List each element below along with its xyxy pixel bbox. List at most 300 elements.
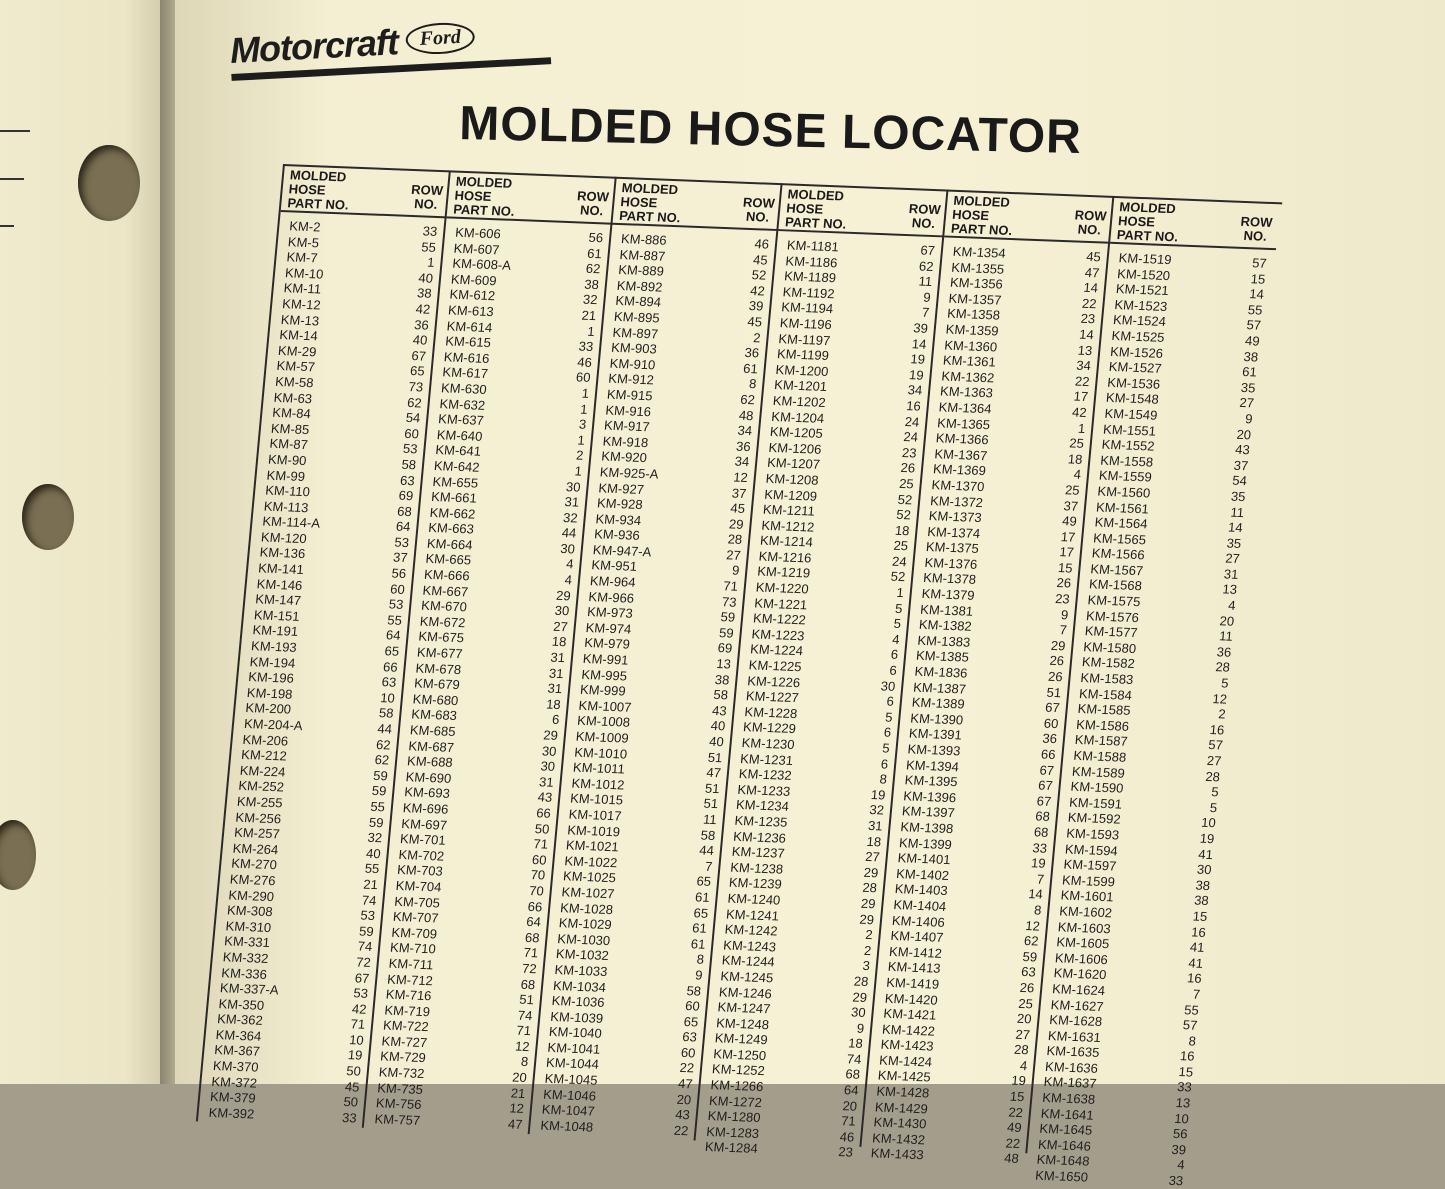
- row-number: 60: [531, 851, 548, 868]
- row-number: 31: [867, 817, 884, 834]
- part-number: KM-1401: [897, 850, 952, 868]
- row-number: 56: [588, 229, 604, 246]
- row-number: 15: [1192, 908, 1208, 924]
- part-number: KM-991: [582, 650, 630, 668]
- part-number: KM-999: [579, 682, 627, 699]
- part-number: KM-1015: [569, 790, 624, 808]
- part-number: KM-934: [595, 510, 642, 528]
- row-number: 66: [535, 805, 552, 821]
- row-number: 52: [751, 267, 767, 283]
- part-number: KM-1561: [1095, 498, 1150, 516]
- part-no-header: [287, 168, 352, 212]
- part-number: KM-1395: [904, 772, 959, 790]
- part-number: KM-1205: [769, 424, 824, 442]
- row-number: 52: [897, 491, 913, 507]
- part-number: KM-1576: [1085, 607, 1140, 625]
- row-number: 17: [1072, 388, 1089, 405]
- row-number: 55: [1183, 1001, 1200, 1018]
- row-number: 59: [368, 814, 385, 830]
- row-number: 10: [1200, 815, 1217, 831]
- row-number: 61: [742, 360, 759, 377]
- row-number: 31: [538, 774, 555, 790]
- part-number: KM-1396: [902, 788, 957, 806]
- row-number: 71: [515, 1022, 532, 1039]
- part-number: KM-1367: [933, 445, 988, 463]
- row-number: 20: [511, 1069, 528, 1086]
- part-number: KM-665: [424, 551, 472, 568]
- part-number: KM-927: [597, 479, 645, 497]
- row-number: 58: [400, 456, 417, 473]
- row-number: 10: [1173, 1110, 1190, 1127]
- row-number: 62: [375, 736, 392, 753]
- row-number: 8: [748, 376, 757, 392]
- part-number: KM-1549: [1103, 405, 1159, 423]
- column-header: [612, 177, 782, 231]
- row-number: 8: [1033, 902, 1043, 918]
- part-number: KM-14: [278, 327, 319, 344]
- part-number: KM-701: [399, 831, 447, 848]
- part-number: KM-662: [429, 504, 476, 522]
- part-number: KM-1222: [752, 610, 807, 628]
- part-number: KM-1359: [945, 321, 1000, 339]
- part-number: KM-1189: [783, 268, 837, 286]
- part-number: KM-964: [589, 573, 637, 590]
- row-number: 39: [748, 298, 765, 314]
- row-number: 17: [1060, 528, 1077, 545]
- row-number: 60: [575, 369, 592, 386]
- row-number: 21: [580, 307, 597, 324]
- part-number: KM-58: [274, 373, 315, 391]
- header-text: PART NO.: [784, 214, 847, 232]
- part-number: KM-889: [617, 262, 665, 279]
- row-number: 34: [736, 422, 753, 439]
- row-number: 22: [673, 1122, 690, 1139]
- row-number: 5: [1210, 784, 1220, 800]
- part-number: KM-1523: [1113, 296, 1168, 314]
- part-number: KM-1204: [770, 408, 825, 426]
- part-number: KM-1588: [1072, 747, 1127, 765]
- part-number: KM-722: [382, 1017, 430, 1035]
- part-number: KM-1580: [1082, 638, 1137, 656]
- part-number: KM-1373: [928, 508, 983, 526]
- row-number: 41: [1197, 846, 1214, 862]
- row-number: 23: [1054, 591, 1071, 607]
- row-number: 68: [1034, 808, 1051, 825]
- row-number: 6: [551, 712, 560, 728]
- row-number: 57: [1207, 737, 1224, 753]
- row-number: 29: [542, 727, 559, 743]
- row-number: 34: [1075, 357, 1092, 374]
- row-number: 7: [704, 858, 714, 874]
- row-number: 43: [537, 789, 553, 806]
- part-number: KM-1429: [874, 1099, 929, 1117]
- header-text: NO.: [911, 215, 936, 232]
- part-number: KM-1209: [763, 486, 818, 504]
- part-number: KM-1620: [1053, 965, 1108, 983]
- part-number: KM-1641: [1040, 1105, 1095, 1123]
- row-number: 61: [694, 889, 711, 905]
- part-number: KM-1194: [780, 299, 834, 317]
- part-number: KM-683: [410, 706, 458, 724]
- row-number: 44: [561, 525, 577, 541]
- part-number: KM-1208: [765, 470, 820, 488]
- row-number: 16: [905, 398, 922, 414]
- header-text: NO.: [745, 208, 770, 225]
- row-number: 27: [1206, 752, 1223, 769]
- row-number: 37: [731, 484, 748, 501]
- row-number: 3: [578, 416, 587, 432]
- row-number: 54: [1231, 473, 1248, 489]
- row-number: 4: [1019, 1057, 1028, 1074]
- row-number: 1: [581, 385, 590, 401]
- header-text: NO.: [1077, 221, 1102, 238]
- part-number: KM-1246: [718, 983, 773, 1001]
- row-number: 74: [846, 1051, 863, 1067]
- part-number: KM-1366: [935, 430, 990, 448]
- header-text: NO.: [1243, 227, 1268, 244]
- part-number: KM-212: [240, 747, 288, 764]
- part-number: KM-640: [436, 426, 484, 444]
- row-number: 22: [1005, 1135, 1021, 1151]
- row-number: 36: [1041, 731, 1058, 747]
- part-number: KM-1027: [561, 884, 616, 902]
- row-number: 28: [861, 880, 878, 896]
- row-number: 64: [395, 518, 412, 535]
- part-number: KM-1527: [1108, 359, 1163, 377]
- part-number: KM-1376: [923, 554, 979, 572]
- part-number: KM-1237: [731, 843, 786, 861]
- part-number: KM-892: [616, 277, 664, 295]
- row-number: 30: [1196, 861, 1213, 878]
- row-number: 68: [520, 976, 536, 992]
- row-number: 65: [409, 363, 426, 379]
- part-number: KM-255: [236, 793, 284, 811]
- row-number: 24: [904, 413, 921, 430]
- part-number: KM-276: [229, 871, 277, 889]
- row-number: 63: [399, 472, 416, 488]
- row-number: 67: [919, 242, 936, 259]
- row-number: 1: [895, 584, 905, 601]
- row-number: 22: [1081, 295, 1098, 312]
- part-number: KM-1406: [891, 912, 946, 930]
- part-number: KM-1019: [566, 821, 621, 839]
- part-number: KM-1383: [916, 632, 971, 650]
- part-number: KM-616: [443, 349, 491, 366]
- part-number: KM-1249: [714, 1030, 769, 1048]
- row-number: 14: [1078, 326, 1095, 343]
- row-number: 39: [1170, 1141, 1187, 1158]
- part-number: KM-995: [580, 666, 628, 684]
- row-number: 4: [1073, 466, 1082, 483]
- row-number: 43: [1234, 441, 1251, 458]
- row-number: 29: [728, 516, 745, 532]
- row-number: 29: [555, 587, 572, 603]
- part-number: KM-1022: [563, 853, 618, 871]
- row-number: 1: [1077, 420, 1086, 436]
- part-number: KM-147: [254, 591, 302, 609]
- row-number: 37: [392, 550, 409, 566]
- row-number: 61: [690, 935, 707, 952]
- row-number: 28: [853, 973, 870, 989]
- part-number: KM-1220: [755, 579, 810, 597]
- part-number: KM-310: [225, 918, 272, 935]
- part-number: KM-1568: [1088, 576, 1143, 594]
- part-number: KM-670: [420, 597, 468, 615]
- row-number: 47: [1084, 264, 1101, 280]
- part-number: KM-642: [433, 457, 481, 475]
- header-text: ROW: [908, 201, 942, 218]
- row-number: 46: [753, 236, 770, 252]
- header-text: NO.: [413, 196, 439, 212]
- row-number: 24: [891, 553, 908, 570]
- part-number: KM-1363: [939, 383, 994, 401]
- header-text: MOLDED: [455, 173, 513, 191]
- row-number: 20: [1016, 1010, 1033, 1027]
- row-no-header: [1239, 215, 1273, 244]
- part-number: KM-1637: [1043, 1074, 1098, 1092]
- row-number: 27: [1238, 395, 1255, 411]
- part-number: KM-1605: [1055, 934, 1110, 952]
- row-number: 13: [1077, 342, 1094, 358]
- locator-table: [196, 164, 1282, 1189]
- row-number: 44: [698, 842, 715, 859]
- part-number: KM-1379: [921, 585, 976, 603]
- part-number: KM-1584: [1078, 685, 1133, 703]
- row-number: 45: [752, 251, 769, 268]
- part-number: KM-362: [216, 1011, 264, 1029]
- part-number: KM-910: [609, 355, 657, 373]
- row-number: 23: [1080, 311, 1096, 327]
- part-number: KM-895: [613, 308, 661, 326]
- part-number: KM-1372: [929, 492, 984, 510]
- row-number: 47: [677, 1075, 694, 1092]
- row-number: 42: [415, 301, 431, 317]
- row-number: 14: [911, 335, 928, 352]
- row-number: 35: [1230, 488, 1247, 505]
- row-number: 49: [1061, 513, 1078, 529]
- row-number: 2: [752, 329, 762, 346]
- row-number: 9: [856, 1020, 865, 1036]
- header-text: NO.: [579, 202, 604, 219]
- row-number: 18: [1067, 451, 1084, 467]
- row-number: 7: [1036, 871, 1045, 887]
- part-number: KM-1365: [936, 414, 991, 432]
- row-number: 50: [345, 1063, 362, 1079]
- part-number: KM-1192: [782, 284, 836, 302]
- row-number: 13: [1175, 1095, 1191, 1111]
- row-number: 18: [551, 634, 568, 650]
- part-number: KM-915: [606, 386, 654, 404]
- part-number: KM-1526: [1109, 343, 1164, 361]
- part-number: KM-680: [412, 691, 460, 708]
- part-number: KM-1211: [762, 501, 816, 519]
- part-number: KM-661: [430, 489, 478, 506]
- row-number: 5: [884, 709, 894, 725]
- part-number: KM-1628: [1048, 1012, 1103, 1030]
- part-number: KM-1230: [741, 735, 796, 753]
- row-number: 53: [393, 534, 410, 550]
- row-number: 38: [1243, 348, 1259, 365]
- part-number: KM-966: [587, 588, 635, 606]
- part-number: KM-1040: [548, 1024, 603, 1042]
- row-number: 55: [364, 861, 380, 877]
- row-number: 27: [864, 849, 881, 865]
- row-number: 4: [565, 556, 575, 572]
- row-number: 34: [907, 382, 923, 399]
- part-number: KM-1586: [1075, 716, 1130, 734]
- part-number: KM-1646: [1037, 1136, 1092, 1154]
- row-number: 9: [1060, 606, 1069, 623]
- part-number: KM-1594: [1064, 841, 1119, 859]
- header-text: PART NO.: [950, 220, 1013, 239]
- part-number: KM-609: [450, 271, 498, 289]
- row-number: 28: [1214, 659, 1231, 676]
- row-number: 67: [410, 347, 427, 364]
- row-number: 53: [388, 596, 405, 613]
- part-number: KM-1583: [1079, 670, 1134, 688]
- left-page-rule: [0, 225, 14, 227]
- row-number: 2: [864, 927, 874, 943]
- part-number: KM-637: [437, 411, 485, 429]
- header-text: MOLDED: [952, 192, 1011, 210]
- part-number: KM-696: [402, 800, 450, 817]
- row-number: 4: [1176, 1157, 1186, 1173]
- part-number: KM-678: [414, 660, 462, 677]
- row-number: 25: [1064, 482, 1081, 498]
- row-number: 51: [702, 796, 719, 812]
- part-number: KM-1382: [918, 617, 973, 635]
- row-number: 1: [586, 323, 596, 339]
- row-number: 67: [1036, 793, 1052, 809]
- part-number: KM-1010: [573, 744, 628, 762]
- row-number: 60: [680, 1044, 697, 1061]
- part-number: KM-204-A: [243, 715, 304, 734]
- row-number: 62: [1023, 933, 1040, 949]
- part-number: KM-630: [440, 380, 488, 397]
- row-number: 31: [548, 665, 565, 681]
- row-number: 5: [893, 616, 902, 632]
- part-no-header: [453, 175, 518, 219]
- row-number: 47: [705, 764, 722, 781]
- row-number: 35: [1226, 535, 1242, 551]
- part-number: KM-1360: [943, 337, 998, 355]
- part-number: KM-1186: [784, 252, 839, 270]
- row-number: 36: [413, 316, 430, 333]
- part-number: KM-690: [405, 768, 452, 786]
- row-number: 4: [1227, 597, 1237, 613]
- part-number: KM-1585: [1077, 701, 1132, 719]
- part-number: KM-1424: [878, 1052, 933, 1070]
- row-number: 29: [851, 988, 868, 1005]
- part-number: KM-951: [590, 557, 638, 575]
- row-number: 11: [917, 273, 933, 290]
- part-number: KM-917: [603, 417, 651, 435]
- row-number: 74: [361, 892, 378, 908]
- part-number: KM-1525: [1111, 327, 1166, 345]
- row-number: 23: [837, 1144, 854, 1161]
- header-text: PART NO.: [286, 195, 350, 213]
- row-number: 30: [559, 540, 576, 557]
- part-number: KM-1033: [553, 961, 609, 979]
- part-number: KM-1593: [1065, 825, 1120, 843]
- part-number: KM-85: [270, 420, 310, 437]
- row-number: 62: [739, 391, 756, 408]
- part-number: KM-196: [247, 669, 295, 686]
- row-number: 63: [681, 1029, 698, 1045]
- part-number: KM-1552: [1101, 436, 1156, 454]
- row-number: 58: [685, 982, 702, 999]
- header-text: HOSE: [1117, 213, 1156, 230]
- part-number: KM-1028: [559, 899, 614, 917]
- part-number: KM-1412: [888, 943, 943, 961]
- row-number: 55: [1247, 301, 1264, 318]
- row-number: 59: [371, 783, 388, 799]
- row-number: 39: [912, 320, 929, 336]
- part-number: KM-84: [271, 404, 312, 422]
- row-number: 73: [721, 593, 738, 610]
- part-number: KM-1636: [1044, 1058, 1099, 1076]
- part-number: KM-136: [259, 544, 306, 562]
- part-number: KM-110: [264, 482, 311, 500]
- row-number: 32: [366, 829, 383, 846]
- part-number: KM-979: [583, 635, 631, 653]
- row-number: 12: [732, 469, 749, 485]
- part-number: KM-894: [614, 293, 662, 310]
- row-number: 25: [892, 538, 909, 554]
- part-number: KM-193: [250, 638, 298, 655]
- part-number: KM-392: [208, 1104, 255, 1122]
- catalog-page: [175, 0, 1445, 1189]
- part-number: KM-1007: [578, 697, 633, 715]
- part-number: KM-1369: [932, 461, 987, 479]
- row-number: 42: [749, 282, 766, 299]
- row-number: 32: [582, 292, 599, 308]
- header-text: MOLDED: [621, 180, 679, 198]
- row-number: 53: [352, 985, 369, 1001]
- row-number: 30: [541, 742, 558, 759]
- row-number: 68: [524, 929, 541, 946]
- row-number: 13: [1221, 581, 1238, 598]
- part-number: KM-920: [600, 448, 648, 466]
- part-number: KM-912: [607, 371, 655, 388]
- row-number: 62: [918, 258, 935, 274]
- row-number: 60: [389, 581, 406, 597]
- row-number: 10: [348, 1032, 365, 1048]
- part-number: KM-1012: [570, 775, 626, 793]
- row-number: 12: [1211, 690, 1228, 707]
- row-number: 8: [696, 951, 705, 968]
- row-number: 59: [1021, 948, 1038, 965]
- row-number: 6: [888, 662, 898, 678]
- part-number: KM-1046: [542, 1086, 597, 1104]
- part-number: KM-1029: [558, 915, 613, 933]
- row-number: 14: [1248, 286, 1265, 302]
- row-number: 31: [563, 494, 580, 510]
- row-number: 53: [359, 907, 376, 924]
- part-number: KM-702: [397, 846, 445, 864]
- part-number: KM-1245: [719, 968, 774, 986]
- part-number: KM-1272: [708, 1092, 763, 1110]
- part-number: KM-198: [246, 684, 294, 702]
- row-number: 14: [1082, 280, 1099, 296]
- part-number: KM-337-A: [219, 980, 280, 998]
- row-number: 27: [552, 618, 569, 635]
- row-number: 30: [565, 478, 582, 495]
- row-number: 26: [899, 460, 916, 476]
- row-number: 4: [564, 572, 573, 588]
- header-text: MOLDED: [1118, 199, 1177, 217]
- row-number: 47: [507, 1116, 524, 1132]
